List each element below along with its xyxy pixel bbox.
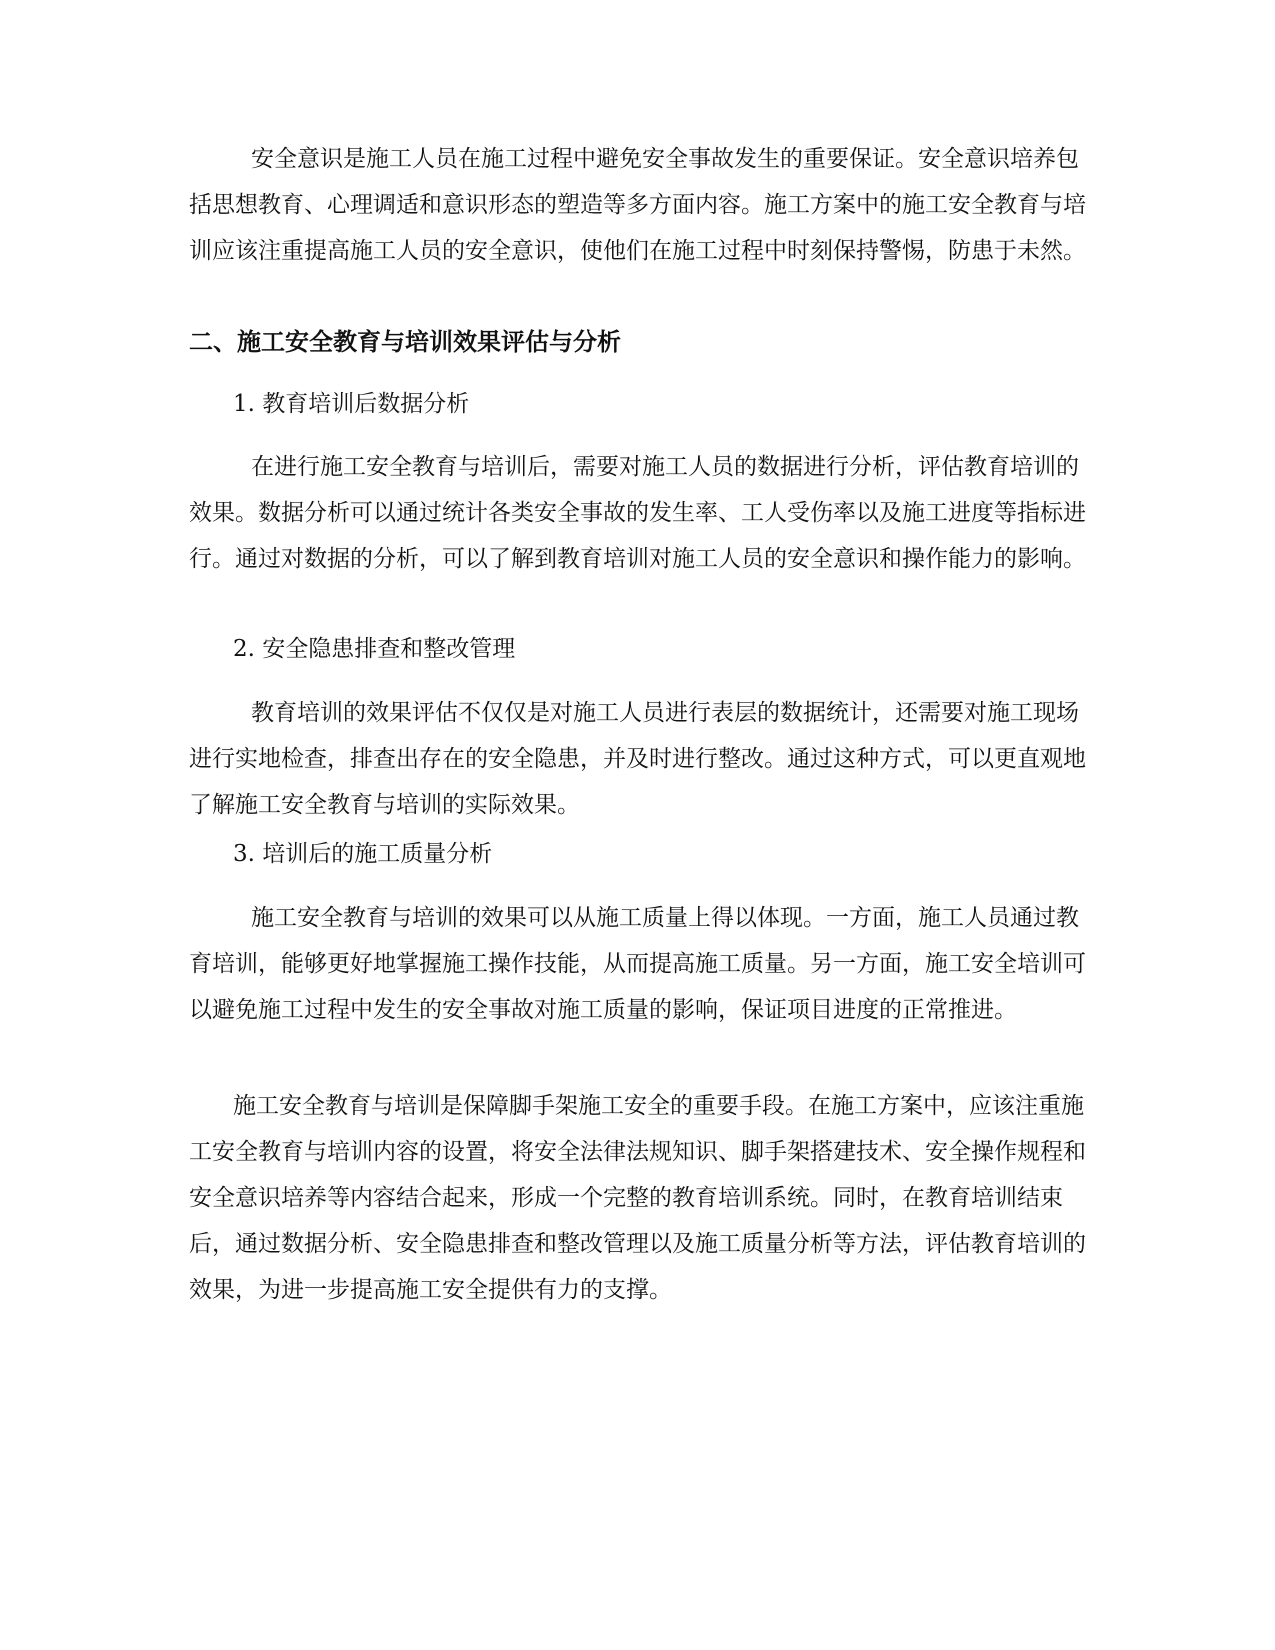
subsection-title-2: 2. 安全隐患排查和整改管理: [233, 636, 516, 662]
section-heading: 二、施工安全教育与培训效果评估与分析: [189, 328, 621, 356]
subsection-title-1: 1. 教育培训后数据分析: [233, 391, 470, 417]
subsection-body-1: 在进行施工安全教育与培训后，需要对施工人员的数据进行分析，评估教育培训的效果。数据分析可以通过统计各类安全事故的发生率、工人受伤率以及施工进度等指标进行。通过对数据的分析，可以了解到教育培训对施工人员的安全意识和操作能力的影响。: [189, 454, 1086, 572]
conclusion-paragraph: 施工安全教育与培训是保障脚手架施工安全的重要手段。在施工方案中，应该注重施工安全教育与培训内容的设置，将安全法律法规知识、脚手架搭建技术、安全操作规程和安全意识培养等内容结合起来，形成一个完整的教育培训系统。同时，在教育培训结束后，通过数据分析、安全隐患排查和整改管理以及施工质量分析等方法，评估教育培训的效果，为进一步提高施工安全提供有力的支撑。: [189, 1093, 1086, 1303]
intro-paragraph: 安全意识是施工人员在施工过程中避免安全事故发生的重要保证。安全意识培养包括思想教育、心理调适和意识形态的塑造等多方面内容。施工方案中的施工安全教育与培训应该注重提高施工人员的安全意识，使他们在施工过程中时刻保持警惕，防患于未然。: [189, 146, 1086, 264]
subsection-title-3: 3. 培训后的施工质量分析: [233, 841, 493, 867]
subsection-body-3: 施工安全教育与培训的效果可以从施工质量上得以体现。一方面，施工人员通过教育培训，能够更好地掌握施工操作技能，从而提高施工质量。另一方面，施工安全培训可以避免施工过程中发生的安全事故对施工质量的影响，保证项目进度的正常推进。: [189, 905, 1086, 1023]
subsection-body-2: 教育培训的效果评估不仅仅是对施工人员进行表层的数据统计，还需要对施工现场进行实地检查，排查出存在的安全隐患，并及时进行整改。通过这种方式，可以更直观地了解施工安全教育与培训的实际效果。: [189, 700, 1086, 818]
